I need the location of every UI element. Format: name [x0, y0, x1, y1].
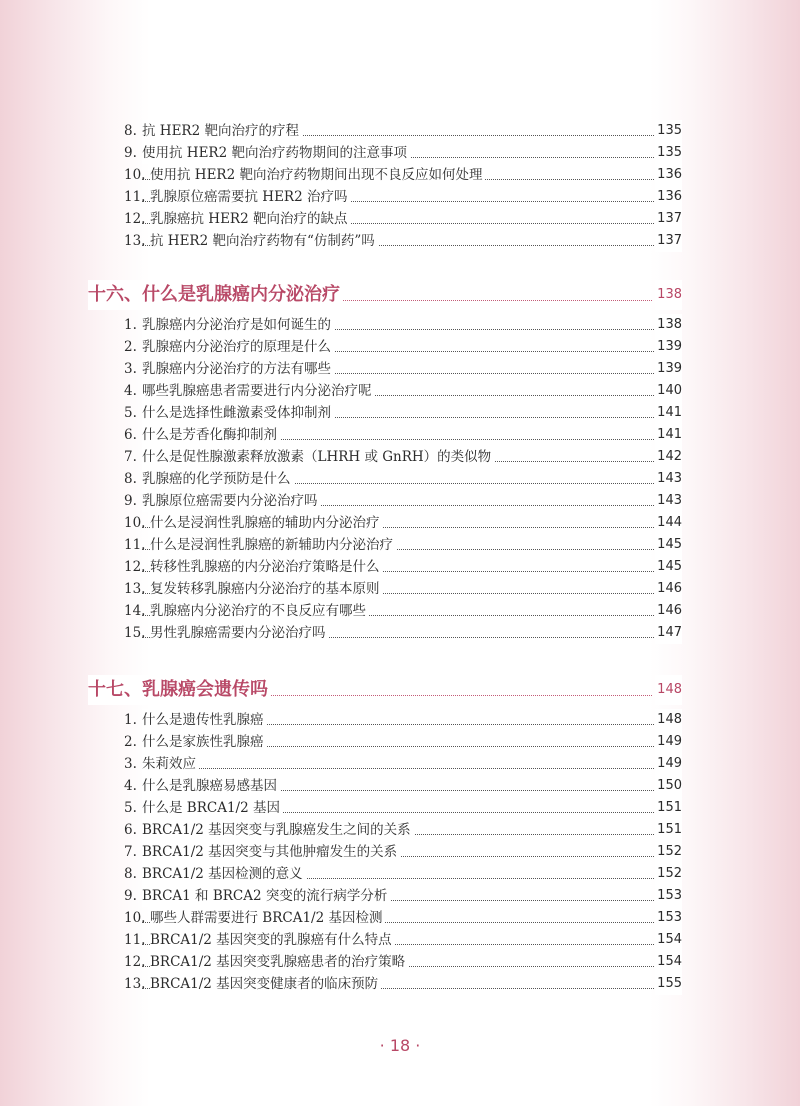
entry-title: 什么是乳腺癌易感基因 [142, 775, 280, 797]
entry-number: 6. [124, 822, 137, 838]
entry-number: 6. [124, 427, 137, 443]
toc-entry[interactable] [0, 380, 800, 402]
entry-title: 抗 HER2 靶向治疗药物有“仿制药”吗 [150, 230, 378, 252]
entry-title: 乳腺癌内分泌治疗的不良反应有哪些 [150, 600, 369, 622]
entry-page: 141 [655, 424, 682, 446]
entry-number: 7. [124, 844, 137, 860]
entry-number: 12. [124, 954, 146, 970]
entry-number: 11. [124, 932, 146, 948]
entry-title: 复发转移乳腺癌内分泌治疗的基本原则 [150, 578, 383, 600]
entry-title: 什么是浸润性乳腺癌的辅助内分泌治疗 [150, 512, 383, 534]
entry-title: 什么是 BRCA1/2 基因 [142, 797, 283, 819]
entry-page: 154 [655, 951, 682, 973]
entry-number: 4. [124, 383, 137, 399]
entry-page: 149 [655, 731, 682, 753]
entry-page: 136 [655, 164, 682, 186]
toc-entry[interactable] [0, 402, 800, 424]
entry-page: 145 [655, 534, 682, 556]
entry-number: 12. [124, 211, 146, 227]
entry-title: BRCA1/2 基因突变的乳腺癌有什么特点 [150, 929, 395, 951]
toc-entry[interactable] [0, 230, 800, 252]
entry-page: 140 [655, 380, 682, 402]
entry-page: 139 [655, 358, 682, 380]
entry-page: 135 [655, 142, 682, 164]
entry-number: 2. [124, 339, 137, 355]
entry-page: 154 [655, 929, 682, 951]
toc-entry[interactable] [0, 753, 800, 775]
toc-entry[interactable] [0, 358, 800, 380]
entry-page: 143 [655, 490, 682, 512]
toc-entry[interactable] [0, 142, 800, 164]
toc-entry[interactable] [0, 885, 800, 907]
entry-page: 150 [655, 775, 682, 797]
entry-page: 151 [655, 819, 682, 841]
entry-page: 143 [655, 468, 682, 490]
entry-number: 13. [124, 581, 146, 597]
toc-entry[interactable] [0, 841, 800, 863]
toc-entry[interactable] [0, 490, 800, 512]
entry-title: 乳腺癌内分泌治疗是如何诞生的 [142, 314, 334, 336]
section-page: 138 [655, 280, 682, 310]
entry-number: 11. [124, 189, 146, 205]
entry-title: 男性乳腺癌需要内分泌治疗吗 [150, 622, 329, 644]
entry-title: 哪些乳腺癌患者需要进行内分泌治疗呢 [142, 380, 375, 402]
entry-number: 1. [124, 317, 137, 333]
entry-page: 153 [655, 885, 682, 907]
toc-entry[interactable] [0, 775, 800, 797]
entry-number: 7. [124, 449, 137, 465]
entry-page: 145 [655, 556, 682, 578]
entry-title: 什么是促性腺激素释放激素（LHRH 或 GnRH）的类似物 [142, 446, 494, 468]
entry-number: 4. [124, 778, 137, 794]
entry-number: 8. [124, 866, 137, 882]
toc-entry[interactable] [0, 929, 800, 951]
entry-page: 146 [655, 600, 682, 622]
entry-title: BRCA1/2 基因突变健康者的临床预防 [150, 973, 381, 995]
toc-entry[interactable] [0, 424, 800, 446]
page-number: · 18 · [379, 1036, 421, 1055]
section-heading-16[interactable] [0, 280, 800, 310]
entry-page: 152 [655, 841, 682, 863]
toc-entry[interactable] [0, 512, 800, 534]
entry-page: 137 [655, 208, 682, 230]
entry-page: 141 [655, 402, 682, 424]
entry-number: 11. [124, 537, 146, 553]
section-title: 十六、什么是乳腺癌内分泌治疗 [88, 280, 342, 310]
entry-title: BRCA1 和 BRCA2 突变的流行病学分析 [142, 885, 390, 907]
entry-title: 什么是浸润性乳腺癌的新辅助内分泌治疗 [150, 534, 396, 556]
toc-entry[interactable] [0, 731, 800, 753]
entry-page: 148 [655, 709, 682, 731]
entry-page: 137 [655, 230, 682, 252]
entry-title: 乳腺癌抗 HER2 靶向治疗的缺点 [150, 208, 350, 230]
entry-title: 朱莉效应 [142, 753, 199, 775]
entry-page: 147 [655, 622, 682, 644]
toc-entry[interactable] [0, 556, 800, 578]
entry-number: 15. [124, 625, 146, 641]
section-title: 十七、乳腺癌会遗传吗 [88, 675, 270, 705]
toc-entry[interactable] [0, 951, 800, 973]
entry-number: 5. [124, 405, 137, 421]
entry-page: 149 [655, 753, 682, 775]
entry-page: 152 [655, 863, 682, 885]
toc-entry[interactable] [0, 863, 800, 885]
entry-page: 151 [655, 797, 682, 819]
entry-page: 146 [655, 578, 682, 600]
toc-entry[interactable] [0, 578, 800, 600]
entry-page: 138 [655, 314, 682, 336]
entry-number: 3. [124, 361, 137, 377]
entry-title: 乳腺癌内分泌治疗的原理是什么 [142, 336, 334, 358]
entry-page: 135 [655, 120, 682, 142]
entry-number: 10. [124, 167, 146, 183]
entry-title: 什么是家族性乳腺癌 [142, 731, 267, 753]
entry-title: 乳腺癌内分泌治疗的方法有哪些 [142, 358, 334, 380]
entry-number: 13. [124, 233, 146, 249]
entry-number: 9. [124, 145, 137, 161]
entry-title: 什么是芳香化酶抑制剂 [142, 424, 280, 446]
toc-entry[interactable] [0, 468, 800, 490]
dot-leader [142, 768, 654, 769]
toc-entry[interactable] [0, 819, 800, 841]
toc-entry[interactable] [0, 973, 800, 995]
toc-entry[interactable] [0, 446, 800, 468]
entry-title: BRCA1/2 基因突变与乳腺癌发生之间的关系 [142, 819, 414, 841]
entry-number: 1. [124, 712, 137, 728]
entry-page: 155 [655, 973, 682, 995]
entry-title: 抗 HER2 靶向治疗的疗程 [142, 120, 302, 142]
entry-page: 136 [655, 186, 682, 208]
entry-page: 142 [655, 446, 682, 468]
entry-number: 14. [124, 603, 146, 619]
entry-title: 乳腺癌的化学预防是什么 [142, 468, 294, 490]
entry-number: 3. [124, 756, 137, 772]
toc-entry[interactable] [0, 622, 800, 644]
toc-entry[interactable] [0, 907, 800, 929]
entry-page: 139 [655, 336, 682, 358]
toc-entry[interactable] [0, 314, 800, 336]
toc-entry[interactable] [0, 600, 800, 622]
entry-title: 哪些人群需要进行 BRCA1/2 基因检测 [150, 907, 385, 929]
entry-title: 使用抗 HER2 靶向治疗药物期间的注意事项 [142, 142, 410, 164]
entry-title: 使用抗 HER2 靶向治疗药物期间出现不良反应如何处理 [150, 164, 485, 186]
toc-entry[interactable] [0, 164, 800, 186]
entry-number: 5. [124, 800, 137, 816]
entry-number: 9. [124, 888, 137, 904]
toc-entry[interactable] [0, 186, 800, 208]
entry-number: 10. [124, 910, 146, 926]
entry-title: 什么是遗传性乳腺癌 [142, 709, 267, 731]
toc-entry[interactable] [0, 336, 800, 358]
toc-entry[interactable] [0, 208, 800, 230]
entry-title: 转移性乳腺癌的内分泌治疗策略是什么 [150, 556, 383, 578]
entry-title: BRCA1/2 基因突变与其他肿瘤发生的关系 [142, 841, 400, 863]
entry-number: 9. [124, 493, 137, 509]
entry-title: BRCA1/2 基因检测的意义 [142, 863, 306, 885]
entry-number: 8. [124, 123, 137, 139]
entry-number: 2. [124, 734, 137, 750]
entry-title: 什么是选择性雌激素受体抑制剂 [142, 402, 334, 424]
entry-number: 12. [124, 559, 146, 575]
entry-page: 144 [655, 512, 682, 534]
entry-page: 153 [655, 907, 682, 929]
section-heading-17[interactable] [0, 675, 800, 705]
entry-number: 10. [124, 515, 146, 531]
section-page: 148 [655, 675, 682, 705]
entry-title: 乳腺原位癌需要抗 HER2 治疗吗 [150, 186, 350, 208]
entry-title: BRCA1/2 基因突变乳腺癌患者的治疗策略 [150, 951, 408, 973]
entry-title: 乳腺原位癌需要内分泌治疗吗 [142, 490, 321, 512]
toc-entry[interactable] [0, 797, 800, 819]
entry-number: 13. [124, 976, 146, 992]
toc-entry[interactable] [0, 534, 800, 556]
toc-entry[interactable] [0, 709, 800, 731]
entry-number: 8. [124, 471, 137, 487]
toc-entry[interactable] [0, 120, 800, 142]
